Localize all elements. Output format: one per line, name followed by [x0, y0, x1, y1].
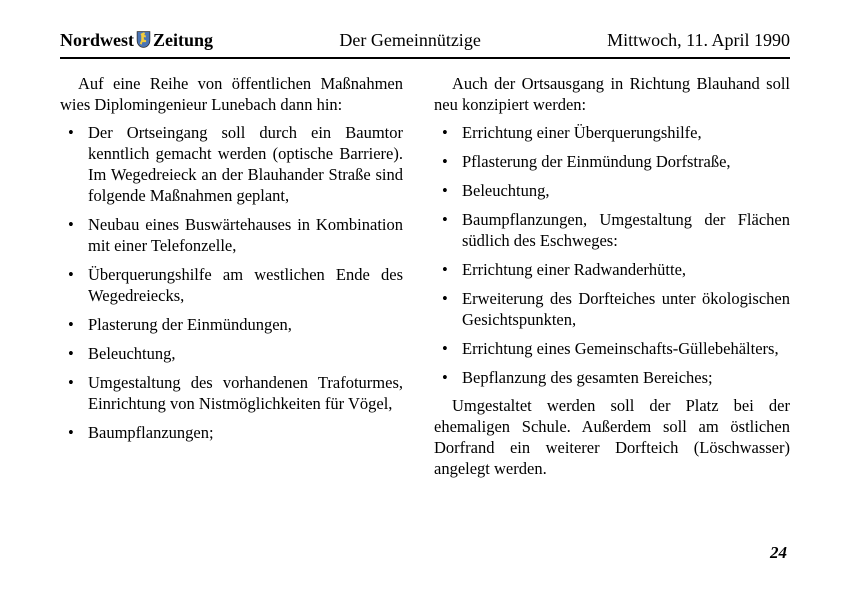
right-intro-paragraph: Auch der Ortsausgang in Richtung Blauhand soll neu konzipiert werden: [434, 74, 790, 114]
bullet-icon: • [442, 152, 448, 171]
edition-title: Der Gemeinnützige [339, 30, 481, 50]
article-body [60, 73, 790, 479]
list-item [434, 288, 790, 330]
list-item [60, 343, 403, 364]
list-item [60, 372, 403, 414]
bullet-text: Der Ortseingang soll durch ein Baumtor kenntlich gemacht werden (optische Barriere). Im Wegedreieck an der Blauhander Straße sind folgende Maßnahmen geplant, [88, 123, 403, 205]
column-right [434, 73, 790, 479]
list-item [60, 264, 403, 306]
bullet-text: Baumpflanzungen, Umgestaltung der Flächen südlich des Eschweges: [462, 210, 790, 250]
right-bullet-list [434, 122, 790, 388]
list-item [60, 314, 403, 335]
bullet-text: Errichtung einer Überquerungshilfe, [462, 123, 702, 142]
bullet-icon: • [442, 368, 448, 387]
nameplate-left: Nordwest [60, 30, 134, 50]
bullet-text: Beleuchtung, [462, 181, 550, 200]
bullet-icon: • [68, 315, 74, 334]
list-item [434, 151, 790, 172]
masthead [60, 29, 790, 59]
bullet-text: Plasterung der Einmündungen, [88, 315, 292, 334]
bullet-text: Erweiterung des Dorfteiches unter ökologischen Gesichtspunkten, [462, 289, 790, 329]
nameplate-right: Zeitung [153, 30, 214, 50]
left-intro-paragraph: Auf eine Reihe von öffentlichen Maßnahmen wies Diplomingenieur Lunebach dann hin: [60, 74, 403, 114]
issue-date: Mittwoch, 11. April 1990 [607, 30, 790, 50]
bullet-icon: • [442, 289, 448, 308]
bullet-icon: • [68, 373, 74, 392]
bullet-text: Errichtung eines Gemeinschafts-Güllebehälters, [462, 339, 779, 358]
bullet-text: Bepflanzung des gesamten Bereiches; [462, 368, 713, 387]
list-item [434, 209, 790, 251]
bullet-icon: • [68, 423, 74, 442]
bullet-icon: • [68, 344, 74, 363]
bullet-icon: • [442, 210, 448, 229]
bullet-icon: • [442, 260, 448, 279]
bullet-text: Neubau eines Buswärtehauses in Kombination mit einer Telefonzelle, [88, 215, 403, 255]
list-item [434, 122, 790, 143]
column-left [60, 73, 403, 479]
bullet-icon: • [442, 181, 448, 200]
bullet-text: Pflasterung der Einmündung Dorfstraße, [462, 152, 731, 171]
list-item [60, 214, 403, 256]
list-item [60, 422, 403, 443]
nameplate [60, 29, 213, 51]
left-bullet-list [60, 122, 403, 443]
bullet-icon: • [68, 265, 74, 284]
list-item [434, 259, 790, 280]
right-outro-paragraph: Umgestaltet werden soll der Platz bei der ehemaligen Schule. Außerdem soll am östlichen Dorfrand ein weiterer Dorfteich (Löschwasser) angelegt werden. [434, 396, 790, 478]
bullet-text: Baumpflanzungen; [88, 423, 214, 442]
list-item [60, 122, 403, 206]
bullet-icon: • [68, 123, 74, 142]
crest-icon [136, 30, 151, 49]
bullet-icon: • [442, 339, 448, 358]
bullet-text: Beleuchtung, [88, 344, 176, 363]
bullet-text: Überquerungshilfe am westlichen Ende des Wegedreiecks, [88, 265, 403, 305]
bullet-text: Errichtung einer Radwanderhütte, [462, 260, 687, 279]
bullet-icon: • [442, 123, 448, 142]
list-item [434, 180, 790, 201]
bullet-text: Umgestaltung des vorhandenen Trafoturmes, Einrichtung von Nistmöglichkeiten für Vögel, [88, 373, 403, 413]
bullet-icon: • [68, 215, 74, 234]
page-number: 24 [770, 543, 787, 562]
list-item [434, 338, 790, 359]
list-item [434, 367, 790, 388]
